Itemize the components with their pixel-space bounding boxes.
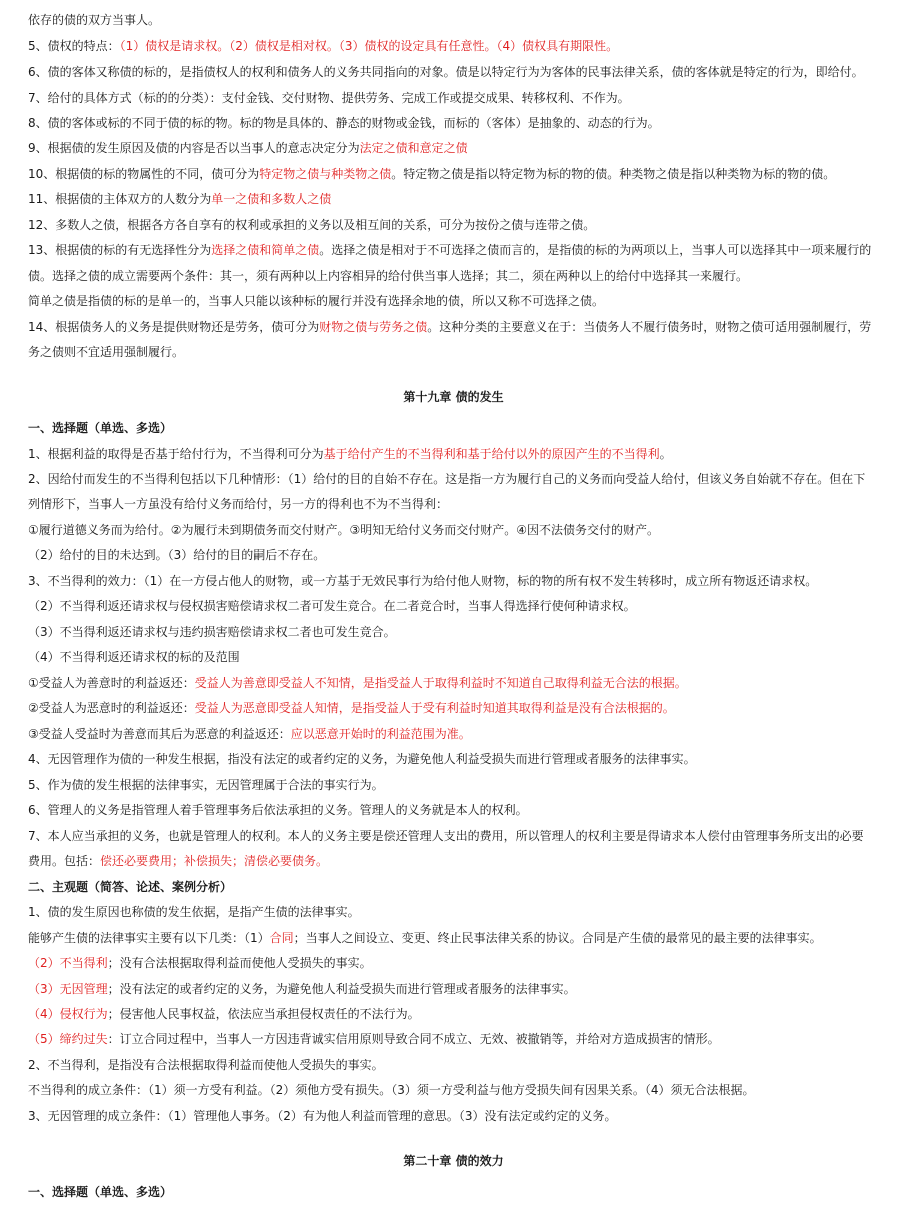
paragraph: 能够产生债的法律事实主要有以下几类：（1）合同；当事人之间设立、变更、终止民事法律关系的协议。合同是产生债的最常见的最主要的法律事实。 bbox=[28, 931, 822, 945]
paragraph: ②受益人为恶意时的利益返还：受益人为恶意即受益人知情，是指受益人于受有利益时知道其取得利益是没有合法根据的。 bbox=[28, 701, 675, 715]
paragraph: 12、多数人之债，根据各方各自享有的权利或承担的义务以及相互间的关系，可分为按份之债与连带之债。 bbox=[28, 218, 596, 232]
paragraph: 6、管理人的义务是指管理人着手管理事务后依法承担的义务。管理人的义务就是本人的权利。 bbox=[28, 803, 528, 817]
paragraph: 务之债则不宜适用强制履行。 bbox=[28, 345, 185, 359]
chapter-heading: 第十九章 债的发生 bbox=[403, 390, 504, 404]
paragraph: 2、不当得利，是指没有合法根据取得利益而使他人受损失的事实。 bbox=[28, 1058, 384, 1072]
paragraph: 1、根据利益的取得是否基于给付行为，不当得利可分为基于给付产生的不当得利和基于给付以外的原因产生的不当得利。 bbox=[28, 447, 672, 461]
paragraph: 9、根据债的发生原因及债的内容是否以当事人的意志决定分为法定之债和意定之债 bbox=[28, 141, 468, 155]
paragraph: ①履行道德义务而为给付。②为履行未到期债务而交付财产。③明知无给付义务而交付财产。④因不法债务交付的财产。 bbox=[28, 523, 660, 537]
paragraph: 依存的债的双方当事人。 bbox=[28, 13, 161, 27]
paragraph: （4）不当得利返还请求权的标的及范围 bbox=[28, 650, 240, 664]
paragraph: 7、本人应当承担的义务，也就是管理人的权利。本人的义务主要是偿还管理人支出的费用，所以管理人的权利主要是得请求本人偿付由管理事务所支出的必要 bbox=[28, 829, 864, 843]
section-heading: 一、选择题（单选、多选） bbox=[28, 421, 173, 435]
section-heading: 二、主观题（简答、论述、案例分析） bbox=[28, 880, 233, 894]
paragraph: （3）不当得利返还请求权与违约损害赔偿请求权二者也可发生竞合。 bbox=[28, 625, 396, 639]
paragraph: 5、债权的特点：（1）债权是请求权。（2）债权是相对权。（3）债权的设定具有任意性。（4）债权具有期限性。 bbox=[28, 39, 619, 53]
paragraph: 简单之债是指债的标的是单一的，当事人只能以该种标的履行并没有选择余地的债，所以又称不可选择之债。 bbox=[28, 294, 605, 308]
paragraph: （2）不当得利；没有合法根据取得利益而使他人受损失的事实。 bbox=[28, 956, 372, 970]
paragraph: 11、根据债的主体双方的人数分为单一之债和多数人之债 bbox=[28, 192, 332, 206]
paragraph: 13、根据债的标的有无选择性分为选择之债和简单之债。选择之债是相对于不可选择之债而言的，是指债的标的为两项以上，当事人可以选择其中一项来履行的 bbox=[28, 243, 872, 257]
paragraph: （2）给付的目的未达到。（3）给付的目的嗣后不存在。 bbox=[28, 548, 326, 562]
paragraph: （4）侵权行为；侵害他人民事权益，依法应当承担侵权责任的不法行为。 bbox=[28, 1007, 420, 1021]
paragraph: 3、无因管理的成立条件：（1）管理他人事务。（2）有为他人利益而管理的意思。（3）没有法定或约定的义务。 bbox=[28, 1109, 617, 1123]
section-heading: 一、选择题（单选、多选） bbox=[28, 1185, 173, 1199]
paragraph: （2）不当得利返还请求权与侵权损害赔偿请求权二者可发生竞合。在二者竞合时，当事人得选择行使何种请求权。 bbox=[28, 599, 636, 613]
paragraph: 6、债的客体又称债的标的，是指债权人的权利和债务人的义务共同指向的对象。债是以特定行为为客体的民事法律关系，债的客体就是特定的行为，即给付。 bbox=[28, 65, 864, 79]
paragraph: 债。选择之债的成立需要两个条件：其一，须有两种以上内容相异的给付供当事人选择；其二，须在两种以上的给付中选择其一来履行。 bbox=[28, 269, 749, 283]
paragraph: 5、作为债的发生根据的法律事实，无因管理属于合法的事实行为。 bbox=[28, 778, 384, 792]
paragraph: （3）无因管理；没有法定的或者约定的义务，为避免他人利益受损失而进行管理或者服务的法律事实。 bbox=[28, 982, 576, 996]
paragraph: 7、给付的具体方式（标的的分类）：支付金钱、交付财物、提供劳务、完成工作或提交成果、转移权利、不作为。 bbox=[28, 91, 630, 105]
paragraph: ①受益人为善意时的利益返还：受益人为善意即受益人不知情，是指受益人于取得利益时不知道自己取得利益无合法的根据。 bbox=[28, 676, 687, 690]
paragraph: 2、因给付而发生的不当得利包括以下几种情形：（1）给付的目的自始不存在。这是指一方为履行自己的义务而向受益人给付，但该义务自始就不存在。但在下 bbox=[28, 472, 866, 486]
paragraph: 列情形下，当事人一方虽没有给付义务而给付，另一方的得利也不为不当得利： bbox=[28, 497, 449, 511]
paragraph: 8、债的客体或标的不同于债的标的物。标的物是具体的、静态的财物或金钱，而标的（客体）是抽象的、动态的行为。 bbox=[28, 116, 660, 130]
paragraph: ③受益人受益时为善意而其后为恶意的利益返还：应以恶意开始时的利益范围为准。 bbox=[28, 727, 471, 741]
paragraph: 1、债的发生原因也称债的发生依据，是指产生债的法律事实。 bbox=[28, 905, 360, 919]
paragraph: 4、无因管理作为债的一种发生根据，指没有法定的或者约定的义务，为避免他人利益受损失而进行管理或者服务的法律事实。 bbox=[28, 752, 696, 766]
chapter-heading: 第二十章 债的效力 bbox=[403, 1154, 504, 1168]
paragraph: 10、根据债的标的物属性的不同，债可分为特定物之债与种类物之债。特定物之债是指以特定物为标的物的债。种类物之债是指以种类物为标的物的债。 bbox=[28, 167, 836, 181]
paragraph: （5）缔约过失：订立合同过程中，当事人一方因违背诚实信用原则导致合同不成立、无效、被撤销等，并给对方造成损害的情形。 bbox=[28, 1032, 720, 1046]
paragraph: 3、不当得利的效力：（1）在一方侵占他人的财物，或一方基于无效民事行为给付他人财物，标的物的所有权不发生转移时，成立所有物返还请求权。 bbox=[28, 574, 818, 588]
paragraph: 费用。包括：偿还必要费用；补偿损失；清偿必要债务。 bbox=[28, 854, 329, 868]
paragraph: 14、根据债务人的义务是提供财物还是劳务，债可分为财物之债与劳务之债。这种分类的主要意义在于：当债务人不履行债务时，财物之债可适用强制履行，劳 bbox=[28, 320, 872, 334]
paragraph: 不当得利的成立条件：（1）须一方受有利益。（2）须他方受有损失。（3）须一方受利益与他方受损失间有因果关系。（4）须无合法根据。 bbox=[28, 1083, 755, 1097]
